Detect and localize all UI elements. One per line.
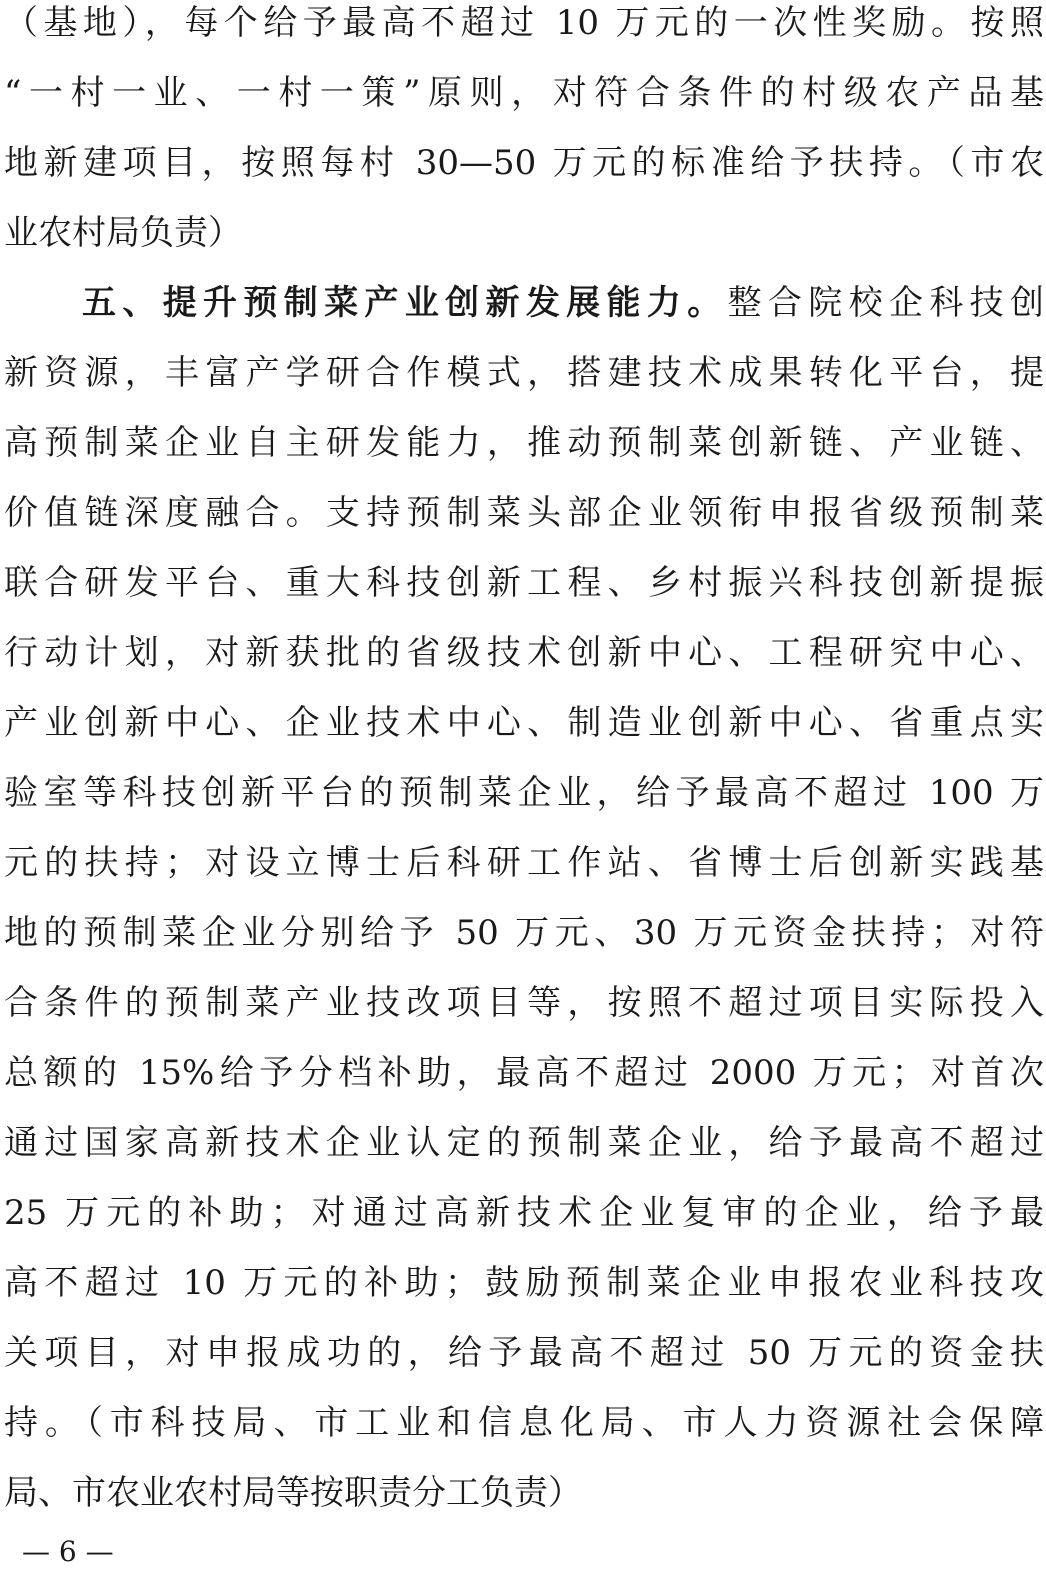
text-line-9: 联合研发平台、重大科技创新工程、乡村振兴科技创新提振 bbox=[4, 563, 1044, 603]
section-lead-text: 整合院校企科技创 bbox=[727, 283, 1044, 323]
text-line-6: 新资源，丰富产学研合作模式，搭建技术成果转化平台，提 bbox=[4, 353, 1044, 393]
text-line-13: 元的扶持；对设立博士后科研工作站、省博士后创新实践基 bbox=[4, 843, 1044, 883]
text-line-14: 地的预制菜企业分别给予 50 万元、30 万元资金扶持；对符 bbox=[4, 913, 1044, 953]
text-line-18: 25 万元的补助；对通过高新技术企业复审的企业，给予最 bbox=[4, 1193, 1044, 1233]
text-line-2: “一村一业、一村一策”原则，对符合条件的村级农产品基 bbox=[4, 73, 1044, 113]
page-number: — 6 — bbox=[22, 1535, 114, 1568]
text-line-20: 关项目，对申报成功的，给予最高不超过 50 万元的资金扶 bbox=[4, 1333, 1044, 1373]
text-line-17: 通过国家高新技术企业认定的预制菜企业，给予最高不超过 bbox=[4, 1123, 1044, 1163]
text-line-10: 行动计划，对新获批的省级技术创新中心、工程研究中心、 bbox=[4, 633, 1044, 673]
text-line-1: （基地），每个给予最高不超过 10 万元的一次性奖励。按照 bbox=[4, 3, 1044, 43]
text-line-8: 价值链深度融合。支持预制菜头部企业领衔申报省级预制菜 bbox=[4, 493, 1044, 533]
text-line-11: 产业创新中心、企业技术中心、制造业创新中心、省重点实 bbox=[4, 703, 1044, 743]
text-line-16: 总额的 15%给予分档补助，最高不超过 2000 万元；对首次 bbox=[4, 1053, 1044, 1093]
text-line-4: 业农村局负责） bbox=[4, 213, 242, 253]
text-line-15: 合条件的预制菜产业技改项目等，按照不超过项目实际投入 bbox=[4, 983, 1044, 1023]
text-line-7: 高预制菜企业自主研发能力，推动预制菜创新链、产业链、 bbox=[4, 423, 1044, 463]
text-line-19: 高不超过 10 万元的补助；鼓励预制菜企业申报农业科技攻 bbox=[4, 1263, 1044, 1303]
text-line-3: 地新建项目，按照每村 30—50 万元的标准给予扶持。（市农 bbox=[4, 143, 1044, 183]
section-heading-line bbox=[4, 268, 1044, 338]
text-line-12: 验室等科技创新平台的预制菜企业，给予最高不超过 100 万 bbox=[4, 773, 1044, 813]
text-line-22: 局、市农业农村局等按职责分工负责） bbox=[4, 1473, 582, 1513]
text-line-21: 持。（市科技局、市工业和信息化局、市人力资源社会保障 bbox=[4, 1403, 1044, 1443]
section-heading: 五、提升预制菜产业创新发展能力。 bbox=[82, 283, 728, 323]
body-text bbox=[4, 0, 1044, 1528]
